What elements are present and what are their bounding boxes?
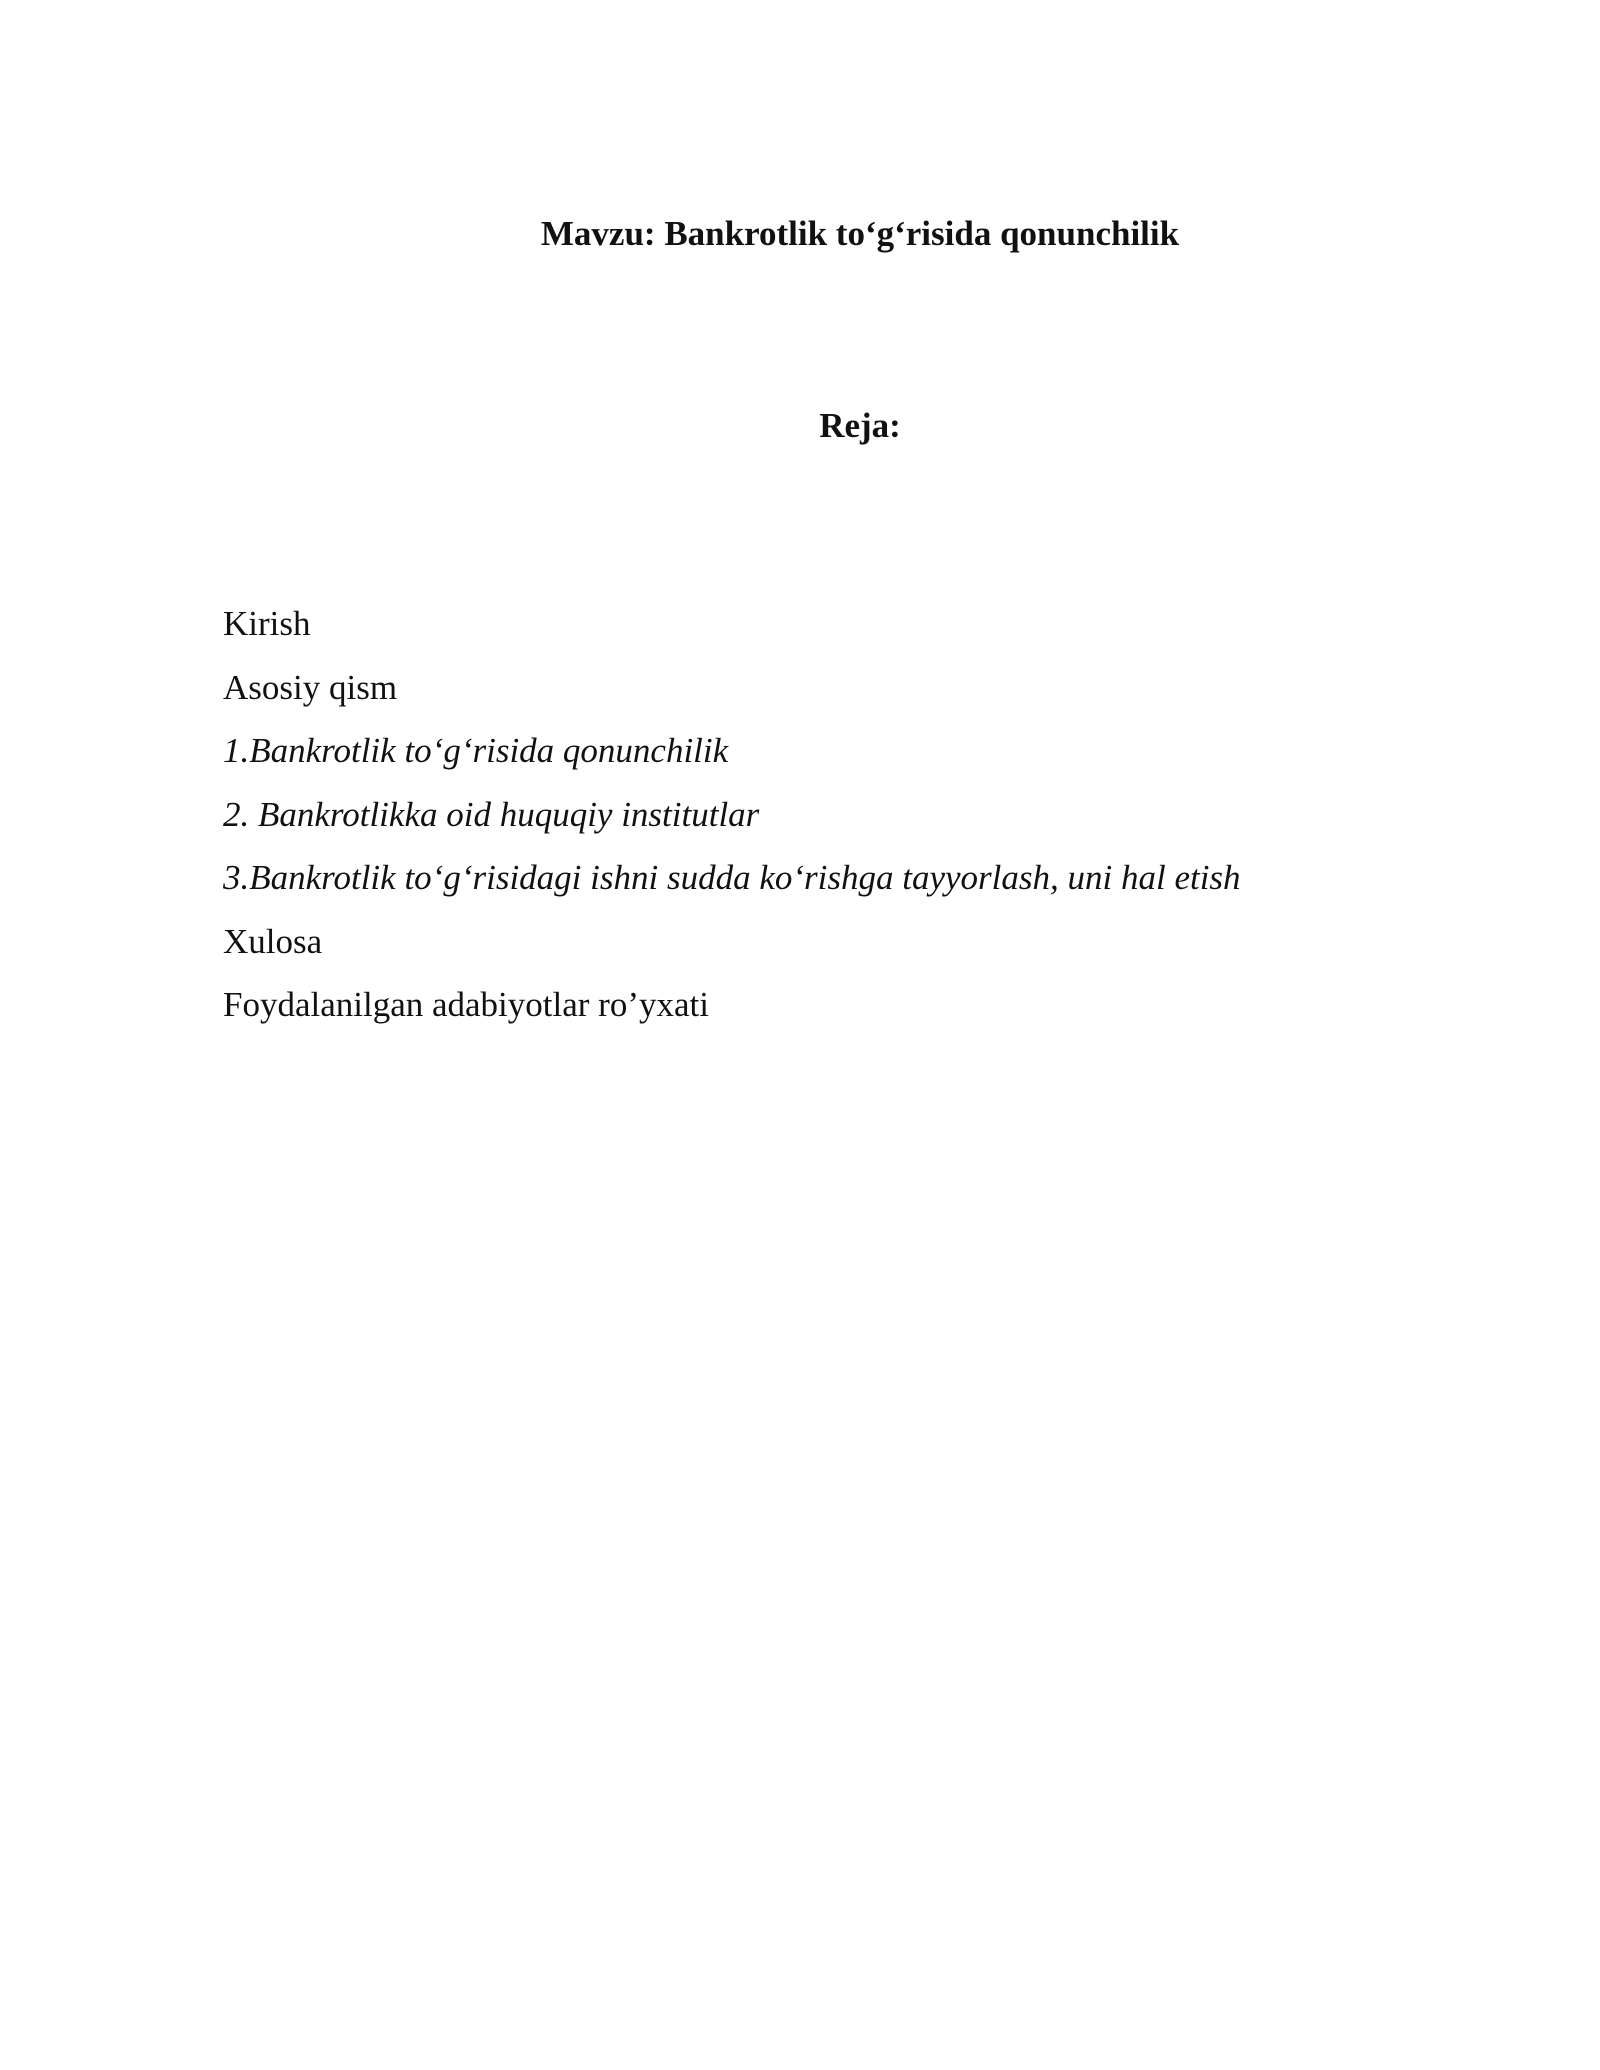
plan-item-references: Foydalanilgan adabiyotlar ro’yxati	[223, 985, 709, 1024]
plan-list	[223, 592, 1423, 1037]
plan-item-section-1: 1.Bankrotlik to‘g‘risida qonunchilik	[223, 731, 729, 770]
plan-item-conclusion: Xulosa	[223, 921, 323, 961]
plan-item-main-part: Asosiy qism	[223, 667, 398, 707]
plan-item-section-3: 3.Bankrotlik to‘g‘risidagi ishni sudda ko‘rishga tayyorlash, uni hal etish	[223, 858, 1241, 897]
document-title: Mavzu: Bankrotlik to‘g‘risida qonunchilik	[540, 214, 1180, 253]
plan-item-section-2: 2. Bankrotlikka oid huquqiy institutlar	[223, 794, 760, 834]
plan-heading: Reja:	[819, 406, 901, 445]
plan-item-introduction: Kirish	[223, 604, 311, 643]
